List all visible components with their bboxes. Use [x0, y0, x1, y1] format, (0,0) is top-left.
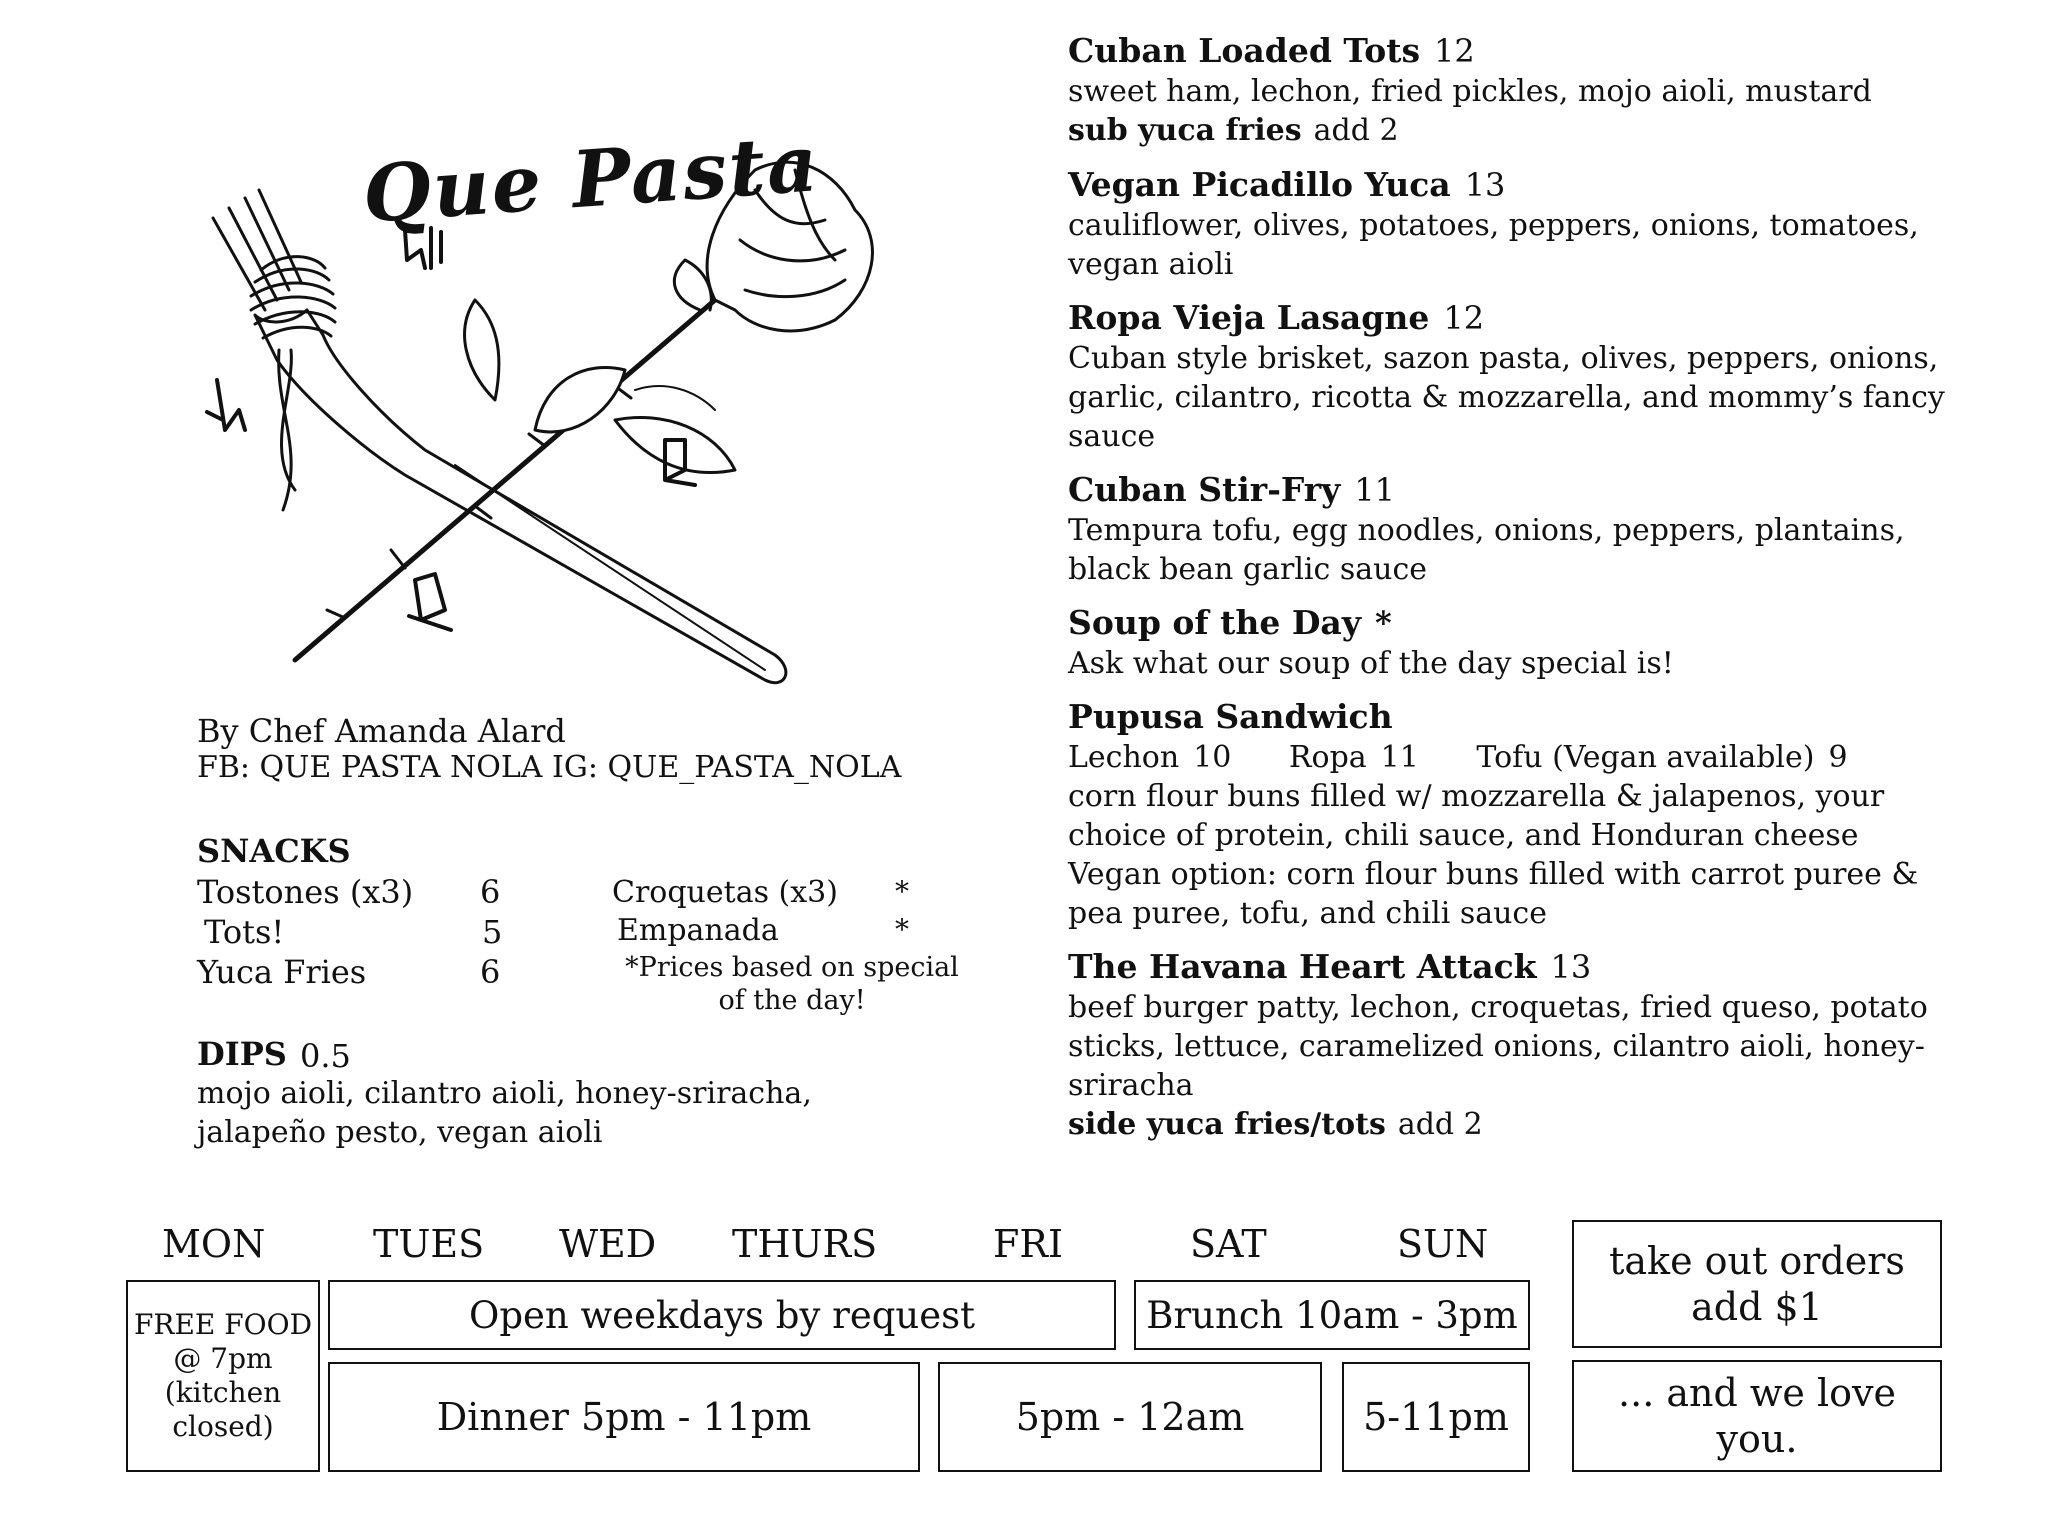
item-description: Cuban style brisket, sazon pasta, olives, peppers, onions, garlic, cilantro, ricotta & mozzarella, and mommy’s fancy sauce — [1068, 341, 1945, 454]
item-vegan-option: Vegan option: corn flour buns filled with carrot puree & pea puree, tofu, and chili sauce — [1068, 857, 1919, 931]
dips-list: mojo aioli, cilantro aioli, honey-sriracha, jalapeño pesto, vegan aioli — [197, 1076, 812, 1150]
mon-hours-box — [126, 1280, 320, 1472]
love-note-box — [1572, 1360, 1942, 1472]
weekdays-box — [328, 1280, 1116, 1350]
takeout-note-box — [1572, 1220, 1942, 1348]
day-tues: TUES — [373, 1222, 485, 1266]
menu-item — [1068, 946, 1968, 1145]
item-extra-label: side yuca fries/tots — [1068, 1107, 1386, 1142]
option-price: 10 — [1193, 740, 1232, 775]
late-hours: 5pm - 12am — [1015, 1395, 1245, 1439]
item-name: Ropa Vieja Lasagne — [1068, 298, 1430, 337]
item-extra-label: sub yuca fries — [1068, 113, 1302, 148]
item-option — [1476, 738, 1847, 777]
brunch-hours: Brunch 10am - 3pm — [1146, 1293, 1518, 1337]
late-hours-box — [938, 1362, 1322, 1472]
brand-title: Que Pasta — [360, 118, 823, 241]
option-price: 11 — [1380, 740, 1419, 775]
dinner-hours: Dinner 5pm - 11pm — [436, 1395, 812, 1439]
item-name: Soup of the Day — [1068, 603, 1361, 642]
snack-price: 6 — [480, 953, 501, 991]
item-description: Tempura tofu, egg noodles, onions, peppers, plantains, black bean garlic sauce — [1068, 513, 1905, 587]
snack-price: 6 — [480, 873, 501, 911]
dinner-box — [328, 1362, 920, 1472]
fork-rose-illustration — [195, 150, 955, 690]
item-name: Vegan Picadillo Yuca — [1068, 165, 1451, 204]
snack-name: Empanada — [617, 913, 779, 948]
social-handles: FB: QUE PASTA NOLA IG: QUE_PASTA_NOLA — [197, 750, 902, 785]
sun-hours-box — [1342, 1362, 1530, 1472]
item-description: cauliflower, olives, potatoes, peppers, onions, tomatoes, vegan aioli — [1068, 208, 1919, 282]
day-sun: SUN — [1397, 1222, 1489, 1266]
item-price: 13 — [1550, 948, 1592, 986]
day-wed: WED — [559, 1222, 657, 1266]
item-price: 12 — [1434, 32, 1475, 70]
item-description: Ask what our soup of the day special is! — [1068, 646, 1674, 681]
option-price: 9 — [1828, 740, 1848, 775]
mon-hours: FREE FOOD @ 7pm (kitchen closed) — [133, 1308, 313, 1443]
snack-price: 5 — [482, 913, 503, 951]
dips-heading: DIPS — [197, 1035, 287, 1073]
snack-name: Yuca Fries — [197, 953, 367, 991]
dips-price: 0.5 — [300, 1037, 351, 1075]
item-extra-value: add 2 — [1313, 113, 1399, 148]
item-price: 13 — [1464, 166, 1506, 204]
item-option — [1068, 738, 1231, 777]
option-label: Tofu (Vegan available) — [1476, 740, 1815, 775]
item-extra-value: add 2 — [1397, 1107, 1483, 1142]
chef-credit: By Chef Amanda Alard — [197, 712, 566, 750]
menu-item — [1068, 30, 1968, 151]
item-name: Cuban Stir-Fry — [1068, 470, 1341, 509]
menu-item — [1068, 164, 1968, 284]
item-price: * — [1375, 604, 1392, 642]
snack-price: * — [895, 875, 909, 908]
takeout-note: take out orders add $1 — [1609, 1239, 1905, 1329]
day-fri: FRI — [993, 1222, 1063, 1266]
item-description: beef burger patty, lechon, croquetas, fried queso, potato sticks, lettuce, caramelized onions, cilantro aioli, honey-sriracha — [1068, 990, 1928, 1103]
menu-items — [1068, 30, 1968, 1158]
item-price: 12 — [1443, 299, 1485, 337]
option-label: Ropa — [1288, 740, 1367, 775]
snack-name: Tots! — [204, 913, 285, 951]
snack-price: * — [895, 913, 909, 946]
sun-hours: 5-11pm — [1363, 1395, 1509, 1439]
item-name: Pupusa Sandwich — [1068, 697, 1393, 736]
item-name: The Havana Heart Attack — [1068, 947, 1537, 986]
item-description: sweet ham, lechon, fried pickles, mojo aioli, mustard — [1068, 74, 1872, 109]
day-thurs: THURS — [732, 1222, 878, 1266]
menu-item — [1068, 696, 1968, 933]
snack-price-note: *Prices based on special of the day! — [625, 952, 959, 1016]
item-options — [1068, 738, 1968, 777]
day-sat: SAT — [1190, 1222, 1267, 1266]
weekdays-hours: Open weekdays by request — [469, 1293, 975, 1337]
menu-item — [1068, 602, 1968, 683]
love-note: ... and we love you. — [1618, 1371, 1896, 1461]
snack-name: Tostones (x3) — [197, 873, 414, 911]
item-description: corn flour buns filled w/ mozzarella & jalapenos, your choice of protein, chili sauce, and Honduran cheese — [1068, 779, 1885, 853]
day-mon: MON — [162, 1222, 266, 1266]
brunch-box — [1134, 1280, 1530, 1350]
option-label: Lechon — [1068, 740, 1180, 775]
item-price: 11 — [1354, 471, 1396, 509]
item-option — [1289, 738, 1419, 777]
item-name: Cuban Loaded Tots — [1068, 31, 1421, 70]
menu-item — [1068, 469, 1968, 589]
snacks-heading: SNACKS — [197, 832, 351, 870]
snack-name: Croquetas (x3) — [612, 875, 838, 910]
menu-item — [1068, 297, 1968, 456]
